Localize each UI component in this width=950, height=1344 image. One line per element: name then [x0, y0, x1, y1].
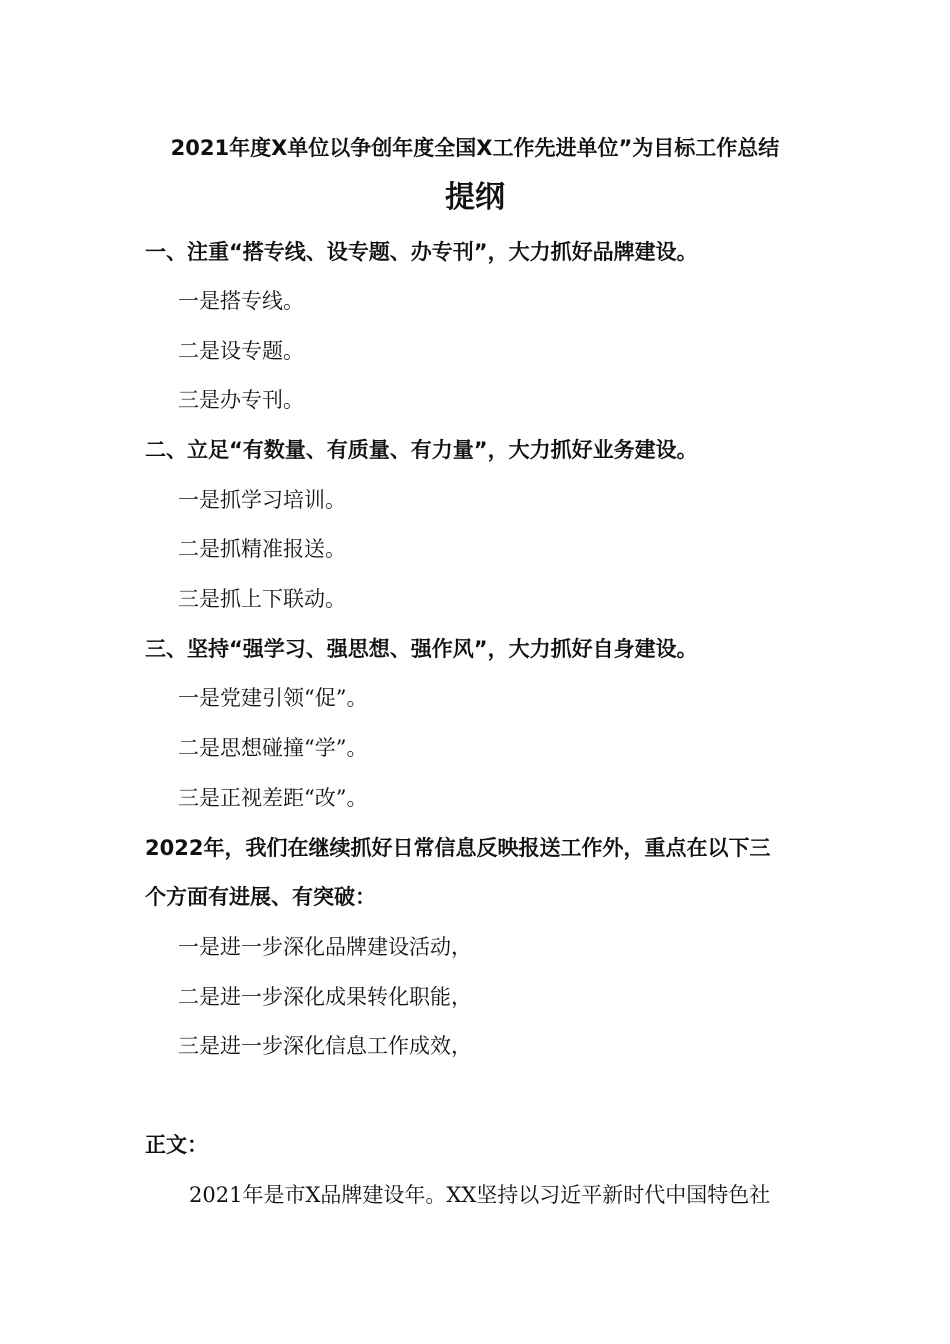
- section-1-item-1: 一是搭专线。: [178, 289, 304, 313]
- section-2-item-3: 三是抓上下联动。: [178, 587, 346, 611]
- plan-heading-line2: 个方面有进展、有突破：: [145, 885, 376, 909]
- section-3-item-1: 一是党建引领“促”。: [178, 686, 368, 710]
- body-label: 正文：: [145, 1133, 208, 1157]
- body-paragraph-first-line: 2021年是市X品牌建设年。XX坚持以习近平新时代中国特色社: [189, 1183, 771, 1207]
- plan-item-1: 一是进一步深化品牌建设活动，: [178, 935, 472, 959]
- plan-item-2: 二是进一步深化成果转化职能，: [178, 985, 472, 1009]
- document-title-line1: 2021年度X单位以争创年度全国X工作先进单位”为目标工作总结: [170, 136, 780, 160]
- section-1-item-3: 三是办专刊。: [178, 388, 304, 412]
- plan-heading-line1: 2022年，我们在继续抓好日常信息反映报送工作外，重点在以下三: [145, 836, 771, 860]
- document-title-line2: 提纲: [445, 180, 505, 215]
- plan-item-3: 三是进一步深化信息工作成效，: [178, 1034, 472, 1058]
- section-1-item-2: 二是设专题。: [178, 339, 304, 363]
- section-3-item-2: 二是思想碰撞“学”。: [178, 736, 368, 760]
- section-2-heading: 二、立足“有数量、有质量、有力量”，大力抓好业务建设。: [145, 438, 698, 462]
- section-3-heading: 三、坚持“强学习、强思想、强作风”，大力抓好自身建设。: [145, 637, 698, 661]
- section-3-item-3: 三是正视差距“改”。: [178, 786, 368, 810]
- section-2-item-1: 一是抓学习培训。: [178, 488, 346, 512]
- section-1-heading: 一、注重“搭专线、设专题、办专刊”，大力抓好品牌建设。: [145, 240, 698, 264]
- section-2-item-2: 二是抓精准报送。: [178, 537, 346, 561]
